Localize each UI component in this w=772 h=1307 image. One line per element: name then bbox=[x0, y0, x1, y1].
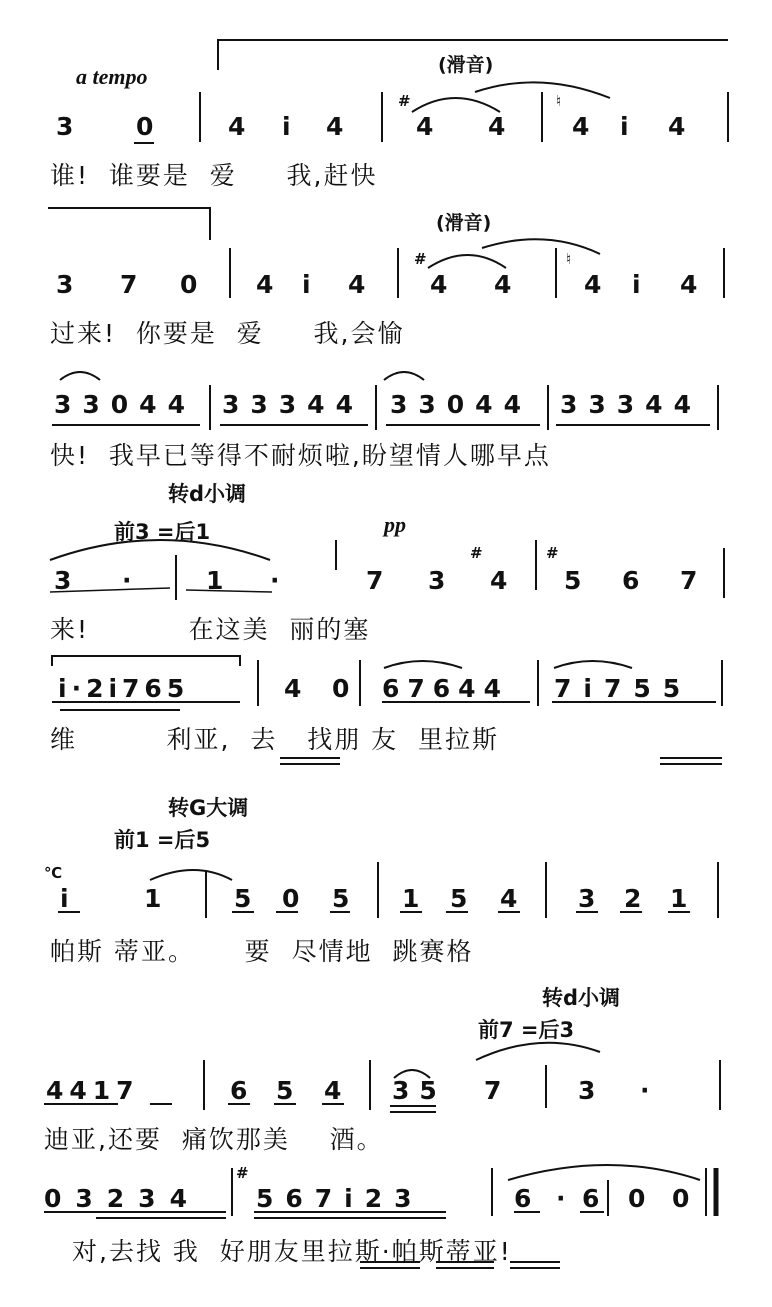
note: 4 bbox=[416, 112, 434, 141]
note-group: 33344 bbox=[560, 390, 702, 419]
note: 3 bbox=[56, 270, 74, 299]
note: 5 bbox=[564, 566, 582, 595]
sharp-sign: # bbox=[398, 92, 411, 110]
note: 5 bbox=[450, 884, 468, 913]
note: 4 bbox=[228, 112, 246, 141]
note: i bbox=[302, 270, 311, 299]
natural-sign: ♮ bbox=[556, 92, 562, 110]
pianissimo-marking: pp bbox=[384, 512, 406, 537]
note: 1 bbox=[402, 884, 420, 913]
note: 0 bbox=[628, 1184, 646, 1213]
sharp-sign: # bbox=[470, 544, 483, 562]
note: 3 bbox=[578, 1076, 596, 1105]
note-group: 33044 bbox=[54, 390, 196, 419]
note: 4 bbox=[326, 112, 344, 141]
note: 5 bbox=[234, 884, 252, 913]
glissando-label-2: (滑音) bbox=[436, 212, 492, 234]
note: 0 bbox=[180, 270, 198, 299]
note: 3 bbox=[54, 566, 72, 595]
note: i bbox=[620, 112, 629, 141]
sharp-sign: # bbox=[414, 250, 427, 268]
note: 3 bbox=[56, 112, 74, 141]
note: 5 bbox=[276, 1076, 294, 1105]
note: 4 bbox=[668, 112, 686, 141]
note: 1 bbox=[144, 884, 162, 913]
key-change-title: 转d小调 bbox=[168, 482, 247, 506]
note: 1 bbox=[206, 566, 224, 595]
note: 5 bbox=[332, 884, 350, 913]
note: 4 bbox=[490, 566, 508, 595]
note: · bbox=[640, 1076, 650, 1105]
lyrics-line-7: 迪亚,还要 痛饮那美 酒。 bbox=[44, 1125, 384, 1154]
lyrics-line-5: 维 利亚, 去 找朋 友 里拉斯 bbox=[50, 725, 500, 754]
note: 6 bbox=[514, 1184, 532, 1213]
breath-mark: ℃ bbox=[44, 864, 63, 882]
lyrics-line-6: 帕斯 蒂亚。 要 尽情地 跳赛格 bbox=[50, 937, 474, 966]
sharp-sign: # bbox=[236, 1164, 249, 1182]
lyrics-line-2: 过来! 你要是 爱 我,会愉 bbox=[50, 319, 405, 348]
note-group: 567i23 bbox=[256, 1184, 424, 1213]
lyrics-line-4: 来! 在这美 丽的塞 bbox=[50, 615, 371, 644]
note-group: 33344 bbox=[222, 390, 364, 419]
note: i bbox=[282, 112, 291, 141]
note: 4 bbox=[256, 270, 274, 299]
note: 7 bbox=[366, 566, 384, 595]
key-change-relation: 前7 =后3 bbox=[478, 1018, 575, 1042]
note-group: 33044 bbox=[390, 390, 532, 419]
lyrics-line-1: 谁! 谁要是 爱 我,赶快 bbox=[50, 161, 378, 190]
note: 6 bbox=[230, 1076, 248, 1105]
note-group: 35 bbox=[392, 1076, 447, 1105]
note: 4 bbox=[348, 270, 366, 299]
note: 4 bbox=[324, 1076, 342, 1105]
note: 6 bbox=[582, 1184, 600, 1213]
natural-sign: ♮ bbox=[566, 250, 572, 268]
note: 4 bbox=[680, 270, 698, 299]
note: 3 bbox=[428, 566, 446, 595]
note: 0 bbox=[332, 674, 350, 703]
lyrics-line-8: 对,去找 我 好朋友里拉斯·帕斯蒂亚! bbox=[72, 1237, 512, 1266]
note-group: 7i755 bbox=[554, 674, 693, 703]
note: 4 bbox=[572, 112, 590, 141]
note-group: i·2i765 bbox=[58, 674, 190, 703]
key-change-relation: 前3 =后1 bbox=[114, 520, 211, 544]
note: 7 bbox=[484, 1076, 502, 1105]
note: i bbox=[60, 884, 69, 913]
note: 4 bbox=[430, 270, 448, 299]
note: 7 bbox=[120, 270, 138, 299]
note: 0 bbox=[672, 1184, 690, 1213]
key-change-relation: 前1 =后5 bbox=[114, 828, 211, 852]
sharp-sign: # bbox=[546, 544, 559, 562]
note-group: 4417 bbox=[46, 1076, 140, 1105]
note: 1 bbox=[670, 884, 688, 913]
note: 2 bbox=[624, 884, 642, 913]
note-group: 67644 bbox=[382, 674, 509, 703]
note: 3 bbox=[578, 884, 596, 913]
note: 4 bbox=[488, 112, 506, 141]
a-tempo-marking: a tempo bbox=[76, 64, 148, 89]
note: 6 bbox=[622, 566, 640, 595]
note: 0 bbox=[136, 112, 154, 141]
note: 4 bbox=[284, 674, 302, 703]
note-group: 03234 bbox=[44, 1184, 201, 1213]
note: · bbox=[270, 566, 280, 595]
note: 4 bbox=[494, 270, 512, 299]
note: 0 bbox=[282, 884, 300, 913]
note: · bbox=[122, 566, 132, 595]
note: 4 bbox=[584, 270, 602, 299]
note: 7 bbox=[680, 566, 698, 595]
lyrics-line-3: 快! 我早已等得不耐烦啦,盼望情人哪早点 bbox=[50, 441, 551, 470]
key-change-title: 转G大调 bbox=[168, 796, 249, 820]
note: 4 bbox=[500, 884, 518, 913]
glissando-label-1: (滑音) bbox=[438, 54, 494, 76]
key-change-title: 转d小调 bbox=[542, 986, 621, 1010]
note: · bbox=[556, 1184, 566, 1213]
note: i bbox=[632, 270, 641, 299]
